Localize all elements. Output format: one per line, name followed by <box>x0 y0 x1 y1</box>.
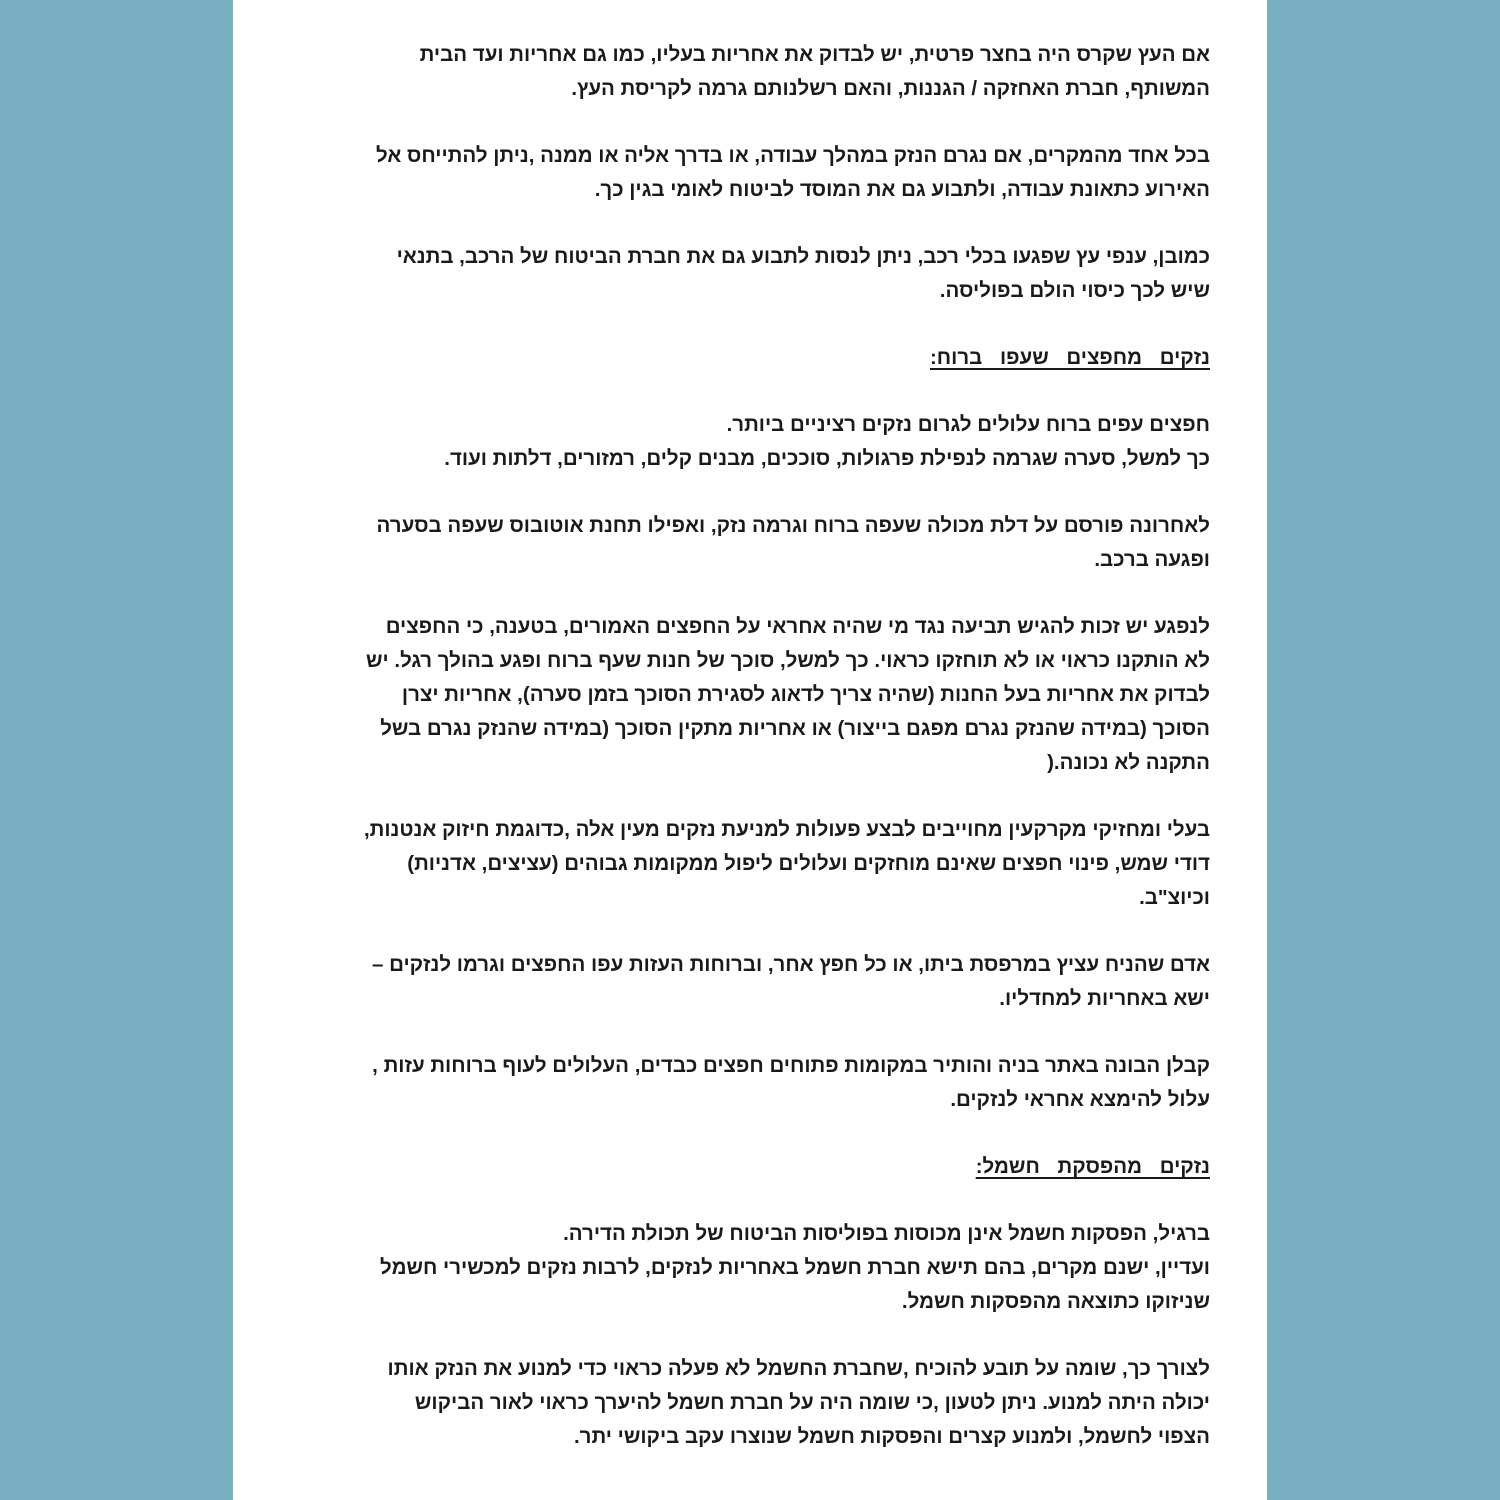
paragraph <box>293 408 1210 476</box>
paragraph <box>293 139 1210 207</box>
paragraph <box>293 948 1210 1016</box>
paragraph <box>293 1352 1210 1454</box>
text-line: בכל אחד מהמקרים, אם נגרם הנזק במהלך עבודה, או בדרך אליה או ממנה ,ניתן להתייחס אל <box>376 144 1210 167</box>
text-line: לבדוק את אחריות בעל החנות (שהיה צריך לדאוג לסגירת הסוכך בזמן סערה), אחריות יצרן <box>401 683 1210 706</box>
text-line: יכולה היתה למנוע. ניתן לטעון ,כי שומה היה על חברת חשמל להיערך כראוי לאור הביקוש <box>414 1391 1210 1414</box>
paragraph <box>293 240 1210 308</box>
section-heading <box>293 341 1210 375</box>
text-line: האירוע כתאונת עבודה, ולתבוע גם את המוסד לביטוח לאומי בגין כך. <box>594 178 1210 201</box>
text-line: ופגעה ברכב. <box>1094 548 1210 571</box>
text-line: הצפוי לחשמל, ולמנוע קצרים והפסקות חשמל שנוצרו עקב ביקושי יתר. <box>573 1425 1210 1448</box>
paragraph <box>293 509 1210 577</box>
text-line: לנפגע יש זכות להגיש תביעה נגד מי שהיה אחראי על החפצים האמורים, בטענה, כי החפצים <box>385 615 1210 638</box>
text-line: אם העץ שקרס היה בחצר פרטית, יש לבדוק את אחריות בעליו, כמו גם אחריות ועד הבית <box>419 43 1210 66</box>
text-line: דודי שמש, פינוי חפצים שאינם מוחזקים ועלולים ליפול ממקומות גבוהים (עציצים, אדניות) <box>407 852 1210 875</box>
text-line: נזקים מחפצים שעפו ברוח: <box>929 346 1210 369</box>
text-line: התקנה לא נכונה.( <box>1047 751 1210 774</box>
text-line: ישא באחריות למחדליו. <box>999 987 1210 1010</box>
paragraph <box>293 610 1210 780</box>
text-line: ועדיין, ישנם מקרים, בהם תישא חברת חשמל באחריות לנזקים, לרבות נזקים למכשירי חשמל <box>380 1256 1210 1279</box>
text-line: שניזוקו כתוצאה מהפסקות חשמל. <box>901 1290 1210 1313</box>
text-line: חפצים עפים ברוח עלולים לגרום נזקים רציניים ביותר. <box>726 413 1210 436</box>
text-line: אדם שהניח עציץ במרפסת ביתו, או כל חפץ אחר, וברוחות העזות עפו החפצים וגרמו לנזקים – <box>372 953 1210 976</box>
text-line: וכיוצ"ב. <box>1139 886 1210 909</box>
text-line: עלול להימצא אחראי לנזקים. <box>950 1088 1210 1111</box>
text-line: הסוכך (במידה שהנזק נגרם מפגם בייצור) או אחריות מתקין הסוכך (במידה שהנזק נגרם בשל <box>380 717 1210 740</box>
text-line: לאחרונה פורסם על דלת מכולה שעפה ברוח וגרמה נזק, ואפילו תחנת אוטובוס שעפה בסערה <box>376 514 1210 537</box>
document-page <box>233 0 1267 1500</box>
text-line: בעלי ומחזיקי מקרקעין מחוייבים לבצע פעולות למניעת נזקים מעין אלה ,כדוגמת חיזוק אנטנות, <box>363 818 1210 841</box>
text-line: שיש לכך כיסוי הולם בפוליסה. <box>939 279 1210 302</box>
section-heading <box>293 1150 1210 1184</box>
text-line: לא הותקנו כראוי או לא תוחזקו כראוי. כך למשל, סוכך של חנות שעף ברוח ופגע בהולך רגל. יש <box>366 649 1210 672</box>
document-body <box>293 38 1210 1487</box>
paragraph <box>293 1217 1210 1319</box>
text-line: המשותף, חברת האחזקה / הגננות, והאם רשלנותם גרמה לקריסת העץ. <box>571 77 1210 100</box>
text-line: קבלן הבונה באתר בניה והותיר במקומות פתוחים חפצים כבדים, העלולים לעוף ברוחות עזות , <box>372 1054 1210 1077</box>
paragraph <box>293 38 1210 106</box>
text-line: נזקים מהפסקת חשמל: <box>975 1155 1210 1178</box>
paragraph <box>293 813 1210 915</box>
text-line: כך למשל, סערה שגרמה לנפילת פרגולות, סוככים, מבנים קלים, רמזורים, דלתות ועוד. <box>444 447 1210 470</box>
text-line: ברגיל, הפסקות חשמל אינן מכוסות בפוליסות הביטוח של תכולת הדירה. <box>563 1222 1210 1245</box>
text-line: לצורך כך, שומה על תובע להוכיח ,שחברת החשמל לא פעלה כראוי כדי למנוע את הנזק אותו <box>387 1357 1210 1380</box>
paragraph <box>293 1049 1210 1117</box>
text-line: כמובן, ענפי עץ שפגעו בכלי רכב, ניתן לנסות לתבוע גם את חברת הביטוח של הרכב, בתנאי <box>396 245 1210 268</box>
